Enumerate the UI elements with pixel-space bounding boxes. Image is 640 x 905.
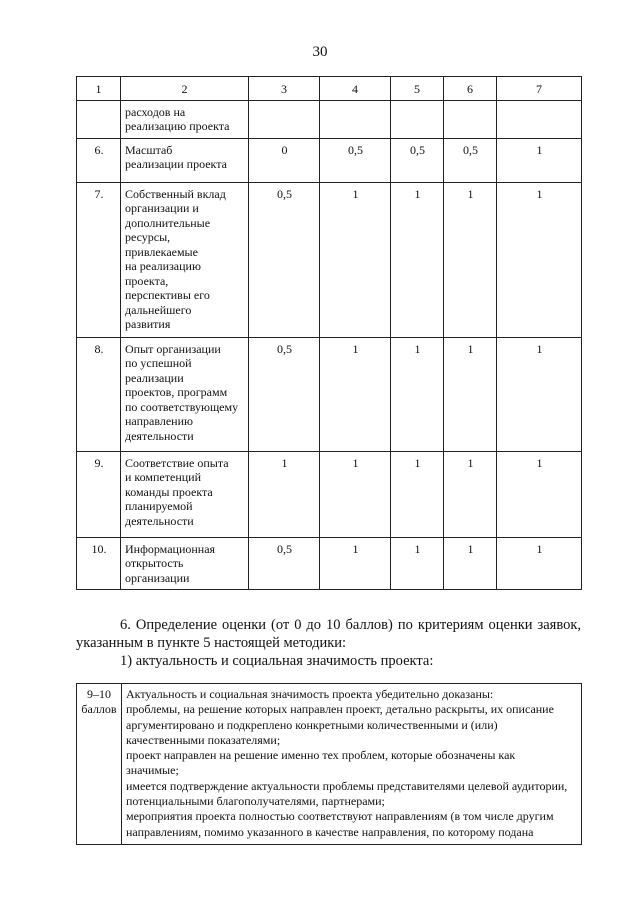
score-value-cell: 1 (444, 451, 497, 537)
criterion-name-line: на реализацию (125, 259, 201, 273)
score-value-cell: 1 (497, 537, 582, 590)
criterion-name-line: организации и (125, 201, 199, 215)
score-value-cell: 0,5 (444, 138, 497, 182)
criterion-name-line: по соответствующему (125, 399, 239, 414)
table-row (77, 138, 582, 182)
score-table (76, 683, 582, 845)
score-value-cell (249, 100, 320, 138)
subitem-1: 1) актуальность и социальная значимость проекта: (120, 653, 434, 669)
criterion-name-line: проекта, (125, 273, 169, 288)
criterion-name-line: открытость (125, 556, 184, 570)
row-number-cell: 9. (77, 451, 121, 537)
criterion-name-line: деятельности (125, 428, 194, 443)
score-description-line: потенциальными благополучателями, партнерами; (126, 794, 385, 809)
header-cell: 4 (320, 77, 391, 101)
table-row (77, 100, 582, 138)
criterion-name-line: Соответствие опыта (125, 455, 229, 470)
score-description-line: проект направлен на решение именно тех проблем, которые обозначены как (126, 748, 516, 763)
criterion-name-line: реализации (125, 370, 184, 385)
score-value-cell: 1 (391, 451, 444, 537)
score-value-cell: 1 (320, 537, 391, 590)
score-value-cell: 0 (249, 138, 320, 182)
criterion-name-line: проектов, программ (125, 385, 228, 399)
score-value-cell: 1 (444, 337, 497, 451)
row-number-cell (77, 100, 121, 138)
score-value-cell: 1 (391, 182, 444, 337)
criterion-name-line: перспективы его (125, 288, 210, 302)
header-cell: 3 (249, 77, 320, 101)
row-number-cell: 10. (77, 537, 121, 590)
score-value-cell: 0,5 (249, 337, 320, 451)
criterion-name-line: дальнейшего (125, 302, 192, 317)
criterion-name-line: деятельности (125, 513, 194, 528)
score-value-cell (391, 100, 444, 138)
criterion-name-line: по успешной (125, 356, 192, 370)
paragraph-6: 6. Определение оценки (от 0 до 10 баллов) по критериям оценки заявок, указанным в пункте 5 настоящей методики: (76, 617, 581, 651)
score-value-cell: 1 (320, 451, 391, 537)
table-row (77, 451, 582, 537)
criteria-table (76, 76, 582, 590)
score-value-cell (444, 100, 497, 138)
row-number-cell: 8. (77, 337, 121, 451)
criterion-name-line: Собственный вклад (125, 186, 226, 201)
score-value-cell (497, 100, 582, 138)
criterion-name-line: организации (125, 570, 190, 585)
header-cell: 6 (444, 77, 497, 101)
score-description-line: аргументировано и подкреплено конкретными количественными и (или) (126, 717, 498, 732)
score-value-cell: 1 (497, 138, 582, 182)
score-description-line: значимые; (126, 763, 179, 778)
criterion-name-line: реализацию проекта (125, 119, 230, 133)
score-value-cell: 1 (497, 451, 582, 537)
score-value-cell: 1 (444, 182, 497, 337)
criterion-name-line: и компетенций (125, 470, 202, 484)
score-value-cell: 0,5 (320, 138, 391, 182)
criterion-name-line: реализации проекта (125, 157, 227, 171)
criterion-name-line: Масштаб (125, 142, 173, 157)
table-row (77, 337, 582, 451)
score-description-line: качественными показателями; (126, 732, 281, 747)
score-description-line: мероприятия проекта полностью соответствуют направлениям (в том числе другим (126, 809, 554, 824)
criterion-name-line: расходов на (125, 104, 186, 119)
criterion-name-line: направлению (125, 414, 193, 428)
criterion-name-line: дополнительные (125, 215, 211, 230)
score-description-line: Актуальность и социальная значимость проекта убедительно доказаны: (126, 687, 494, 701)
score-value-cell: 1 (249, 451, 320, 537)
criterion-name-cell (121, 100, 249, 138)
criterion-name-line: Опыт организации (125, 341, 221, 356)
score-value-cell: 1 (391, 337, 444, 451)
score-value-cell: 1 (320, 182, 391, 337)
criterion-name-cell (121, 537, 249, 590)
header-cell: 5 (391, 77, 444, 101)
table-header-row (77, 77, 582, 101)
table-row (77, 182, 582, 337)
criterion-name-line: развития (125, 317, 171, 331)
score-description-cell (122, 684, 582, 845)
criterion-name-line: привлекаемые (125, 244, 198, 259)
score-value-cell: 1 (391, 537, 444, 590)
header-cell: 7 (497, 77, 582, 101)
score-value-cell: 0,5 (249, 182, 320, 337)
score-value-cell (320, 100, 391, 138)
criterion-name-line: планируемой (125, 499, 193, 513)
table-row (77, 684, 582, 845)
header-cell: 2 (121, 77, 249, 101)
criterion-name-cell (121, 138, 249, 182)
score-range-cell: 9–10 баллов (77, 684, 122, 845)
criterion-name-line: команды проекта (125, 484, 213, 499)
score-value-cell: 1 (497, 182, 582, 337)
criterion-name-cell (121, 451, 249, 537)
row-number-cell: 7. (77, 182, 121, 337)
score-value-cell: 0,5 (249, 537, 320, 590)
criterion-name-line: ресурсы, (125, 230, 171, 244)
criterion-name-line: Информационная (125, 541, 216, 556)
score-value-cell: 1 (444, 537, 497, 590)
page-number: 30 (312, 44, 328, 60)
table-row (77, 537, 582, 590)
score-value-cell: 1 (497, 337, 582, 451)
header-cell: 1 (77, 77, 121, 101)
criterion-name-cell (121, 182, 249, 337)
score-value-cell: 1 (320, 337, 391, 451)
score-value-cell: 0,5 (391, 138, 444, 182)
row-number-cell: 6. (77, 138, 121, 182)
score-description-line: направлениям, помимо указанного в качестве направления, по которому подана (126, 824, 534, 839)
criterion-name-cell (121, 337, 249, 451)
score-description-line: имеется подтверждение актуальности проблемы представителями целевой аудитории, (126, 778, 568, 793)
score-description-line: проблемы, на решение которых направлен проект, детально раскрыты, их описание (126, 702, 554, 717)
